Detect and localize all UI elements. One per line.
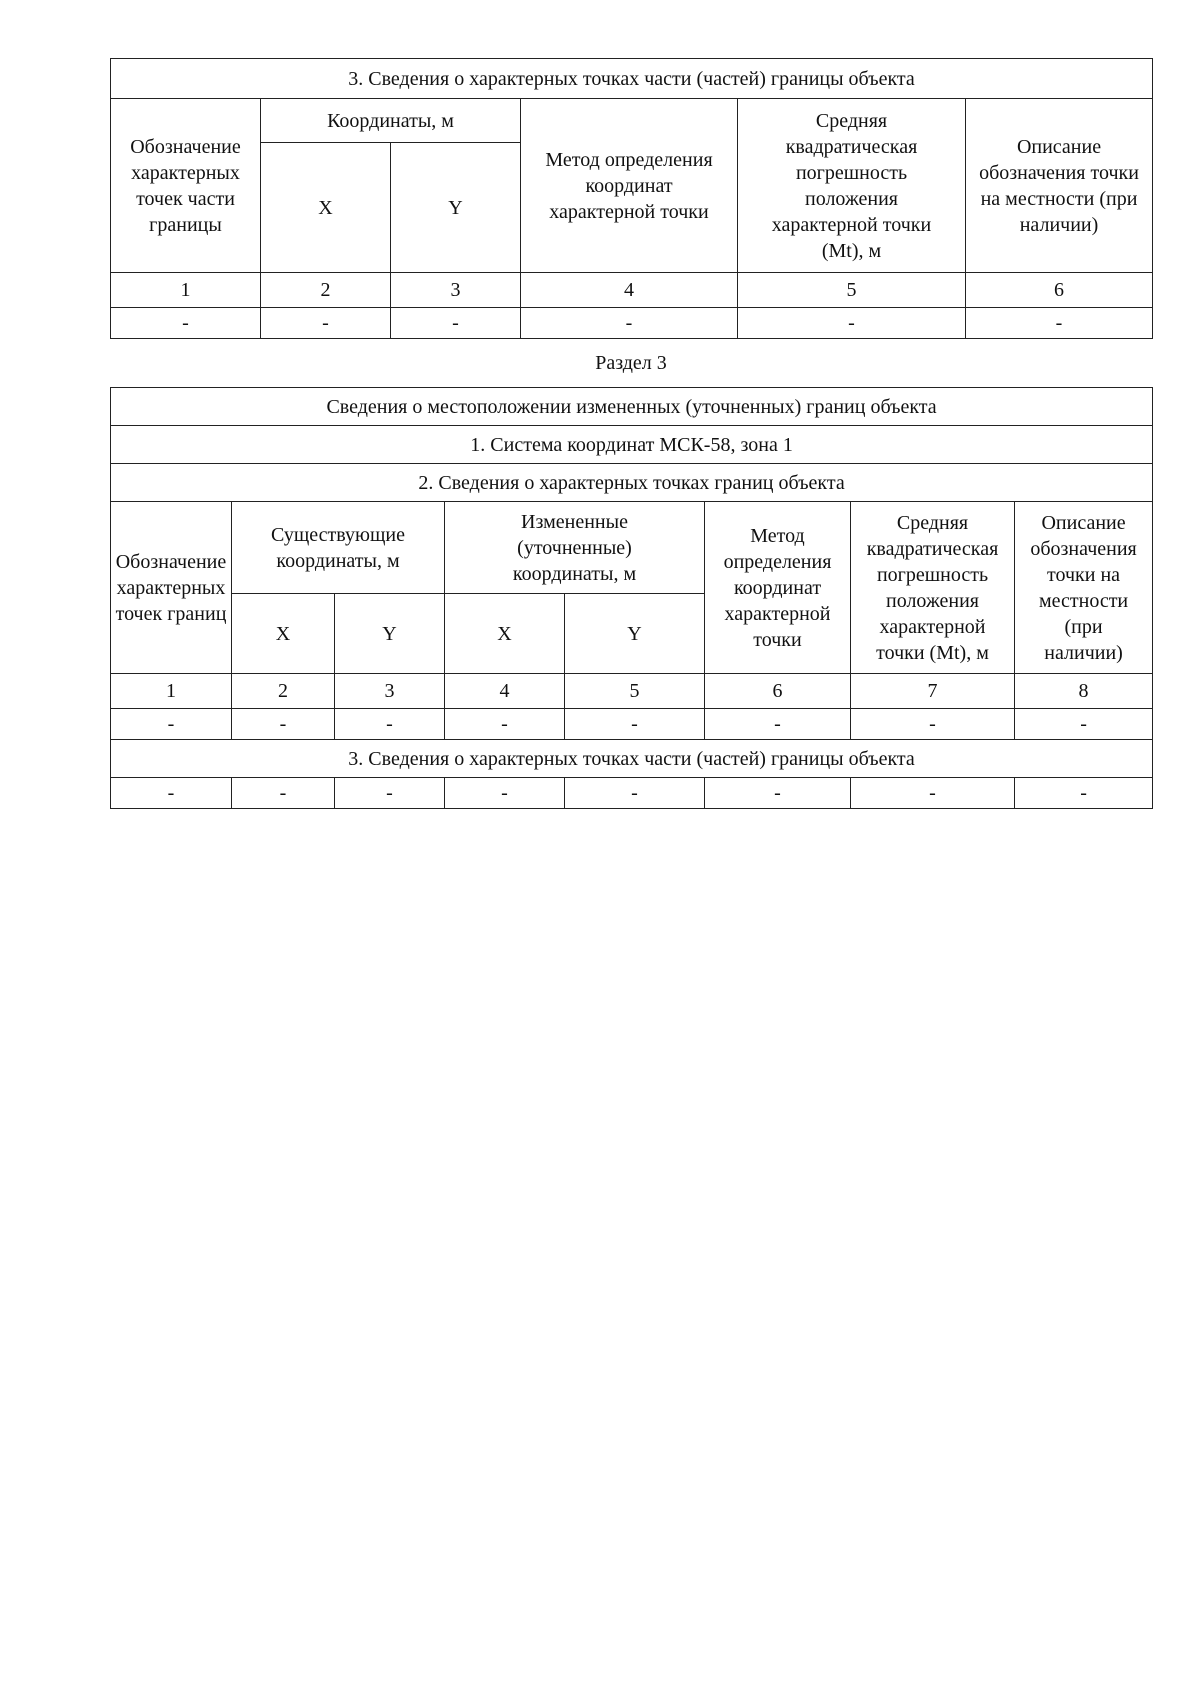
table-cell: -: [445, 778, 565, 809]
column-number: 7: [851, 674, 1015, 709]
column-number: 2: [261, 273, 391, 308]
column-numbers-row: [111, 674, 1153, 709]
table-cell: -: [565, 709, 705, 740]
header-description: Описание обозначения точки на местности (при наличии): [1015, 502, 1153, 674]
table-cell: -: [335, 709, 445, 740]
table-row: [111, 308, 1153, 339]
header-method: Метод определения координат характерной точки: [521, 99, 738, 273]
column-number: 1: [111, 674, 232, 709]
table-cell: -: [565, 778, 705, 809]
table2-subtitle: 2. Сведения о характерных точках границ объекта: [111, 464, 1153, 502]
header-designation: Обозначение характерных точек части границы: [111, 99, 261, 273]
header-x: X: [232, 594, 335, 674]
column-number: 6: [705, 674, 851, 709]
column-numbers-row: [111, 273, 1153, 308]
table-row: [111, 709, 1153, 740]
column-number: 5: [738, 273, 966, 308]
table-cell: -: [445, 709, 565, 740]
column-number: 1: [111, 273, 261, 308]
section-label: Раздел 3: [595, 352, 667, 374]
header-error: Средняя квадратическая погрешность положения характерной точки (Mt), м: [738, 99, 966, 273]
parts-boundary-points-table: [110, 58, 1153, 339]
column-number: 4: [521, 273, 738, 308]
table-cell: -: [738, 308, 966, 339]
parts-title: 3. Сведения о характерных точках части (частей) границы объекта: [111, 740, 1153, 778]
header-method: Метод определения координат характерной точки: [705, 502, 851, 674]
column-number: 5: [565, 674, 705, 709]
column-number: 6: [966, 273, 1153, 308]
header-error: Средняя квадратическая погрешность положения характерной точки (Mt), м: [851, 502, 1015, 674]
table-cell: -: [521, 308, 738, 339]
header-y: Y: [391, 143, 521, 273]
table-row: [111, 778, 1153, 809]
column-number: 3: [335, 674, 445, 709]
table-cell: -: [111, 709, 232, 740]
table1-title: 3. Сведения о характерных точках части (частей) границы объекта: [111, 59, 1153, 99]
table-cell: -: [261, 308, 391, 339]
table-cell: -: [335, 778, 445, 809]
table-cell: -: [232, 709, 335, 740]
table-cell: -: [1015, 778, 1153, 809]
header-designation: Обозначение характерных точек границ: [111, 502, 232, 674]
header-description: Описание обозначения точки на местности (при наличии): [966, 99, 1153, 273]
table-cell: -: [111, 308, 261, 339]
coordinate-system: 1. Система координат МСК-58, зона 1: [111, 426, 1153, 464]
header-x: X: [445, 594, 565, 674]
header-y: Y: [335, 594, 445, 674]
header-coordinates: Координаты, м: [261, 99, 521, 143]
table2-title: Сведения о местоположении измененных (уточненных) границ объекта: [111, 388, 1153, 426]
column-number: 3: [391, 273, 521, 308]
table-cell: -: [705, 709, 851, 740]
table-cell: -: [851, 709, 1015, 740]
table-cell: -: [111, 778, 232, 809]
table-cell: -: [966, 308, 1153, 339]
header-y: Y: [565, 594, 705, 674]
changed-boundaries-table: [110, 387, 1153, 809]
column-number: 4: [445, 674, 565, 709]
table-cell: -: [1015, 709, 1153, 740]
column-number: 8: [1015, 674, 1153, 709]
table-cell: -: [851, 778, 1015, 809]
header-x: X: [261, 143, 391, 273]
column-number: 2: [232, 674, 335, 709]
table-cell: -: [232, 778, 335, 809]
table-cell: -: [391, 308, 521, 339]
table-cell: -: [705, 778, 851, 809]
header-existing-coordinates: Существующие координаты, м: [232, 502, 445, 594]
header-changed-coordinates: Измененные (уточненные) координаты, м: [445, 502, 705, 594]
